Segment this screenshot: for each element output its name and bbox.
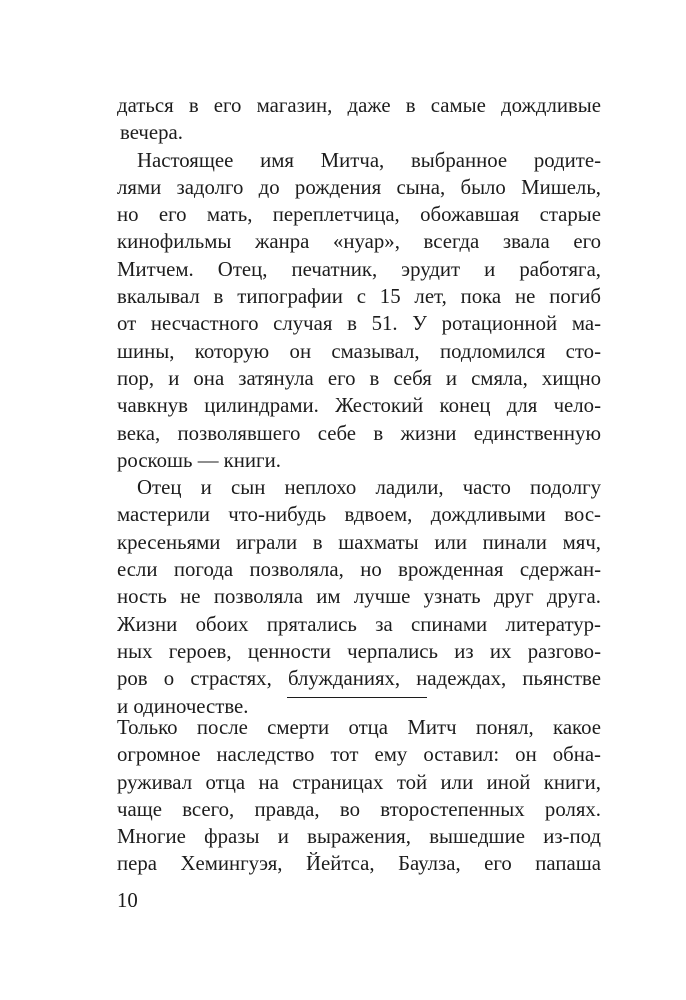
text-line: Только после смерти отца Митч понял, какое [117, 716, 601, 739]
text-line: Настоящее имя Митча, выбранное родите- [137, 148, 601, 172]
text-line: ных героев, ценности черпались из их разгово- [117, 639, 601, 663]
text-line: Многие фразы и выражения, вышедшие из-под [117, 825, 601, 849]
paragraph [117, 474, 601, 720]
text-line: шины, которую он смазывал, подломился сто- [117, 339, 601, 363]
text-line: вечера. [120, 121, 183, 145]
text-line: пера Хемингуэя, Йейтса, Баулза, его папаша [117, 852, 601, 876]
text-line: пор, и она затянула его в себя и смяла, хищно [117, 366, 601, 390]
paragraph [117, 714, 601, 878]
section-divider [287, 697, 427, 698]
text-line: вкалывал в типографии с 15 лет, пока не погиб [117, 285, 601, 309]
text-line: и одиночестве. [117, 694, 249, 718]
text-line: ность не позволяла им лучше узнать друг друга. [117, 585, 601, 609]
text-block-upper [117, 92, 601, 720]
text-line: чавкнув цилиндрами. Жестокий конец для чело- [117, 394, 601, 418]
text-line: лями задолго до рождения сына, было Мишель, [117, 175, 601, 199]
text-line: даться в его магазин, даже в самые дождливые [117, 94, 601, 117]
text-line: Отец и сын неплохо ладили, часто подолгу [137, 476, 601, 500]
text-line: Жизни обоих прятались за спинами литератур- [117, 612, 601, 636]
text-line: кинофильмы жанра «нуар», всегда звала его [117, 230, 601, 254]
text-line: кресеньями играли в шахматы или пинали мяч, [117, 530, 601, 554]
paragraph-continued [117, 92, 601, 147]
text-line: руживал отца на страницах той или иной книги, [117, 770, 601, 794]
text-line: Митчем. Отец, печатник, эрудит и работяга, [117, 257, 601, 281]
text-line: но его мать, переплетчица, обожавшая старые [117, 203, 601, 227]
page-number: 10 [117, 889, 138, 912]
text-line: от несчастного случая в 51. У ротационной ма- [117, 312, 601, 336]
text-block-lower [117, 714, 601, 878]
text-line: если погода позволяла, но врожденная сдержан- [117, 558, 601, 582]
text-line: века, позволявшего себе в жизни единственную [117, 421, 601, 445]
text-line: огромное наследство тот ему оставил: он обна- [117, 743, 601, 767]
text-line: мастерили что-нибудь вдвоем, дождливыми вос- [117, 503, 601, 527]
paragraph [117, 147, 601, 475]
text-line: чаще всего, правда, во второстепенных ролях. [117, 797, 601, 821]
text-line: роскошь — книги. [117, 448, 281, 472]
text-line: ров о страстях, блужданиях, надеждах, пьянстве [117, 667, 601, 691]
